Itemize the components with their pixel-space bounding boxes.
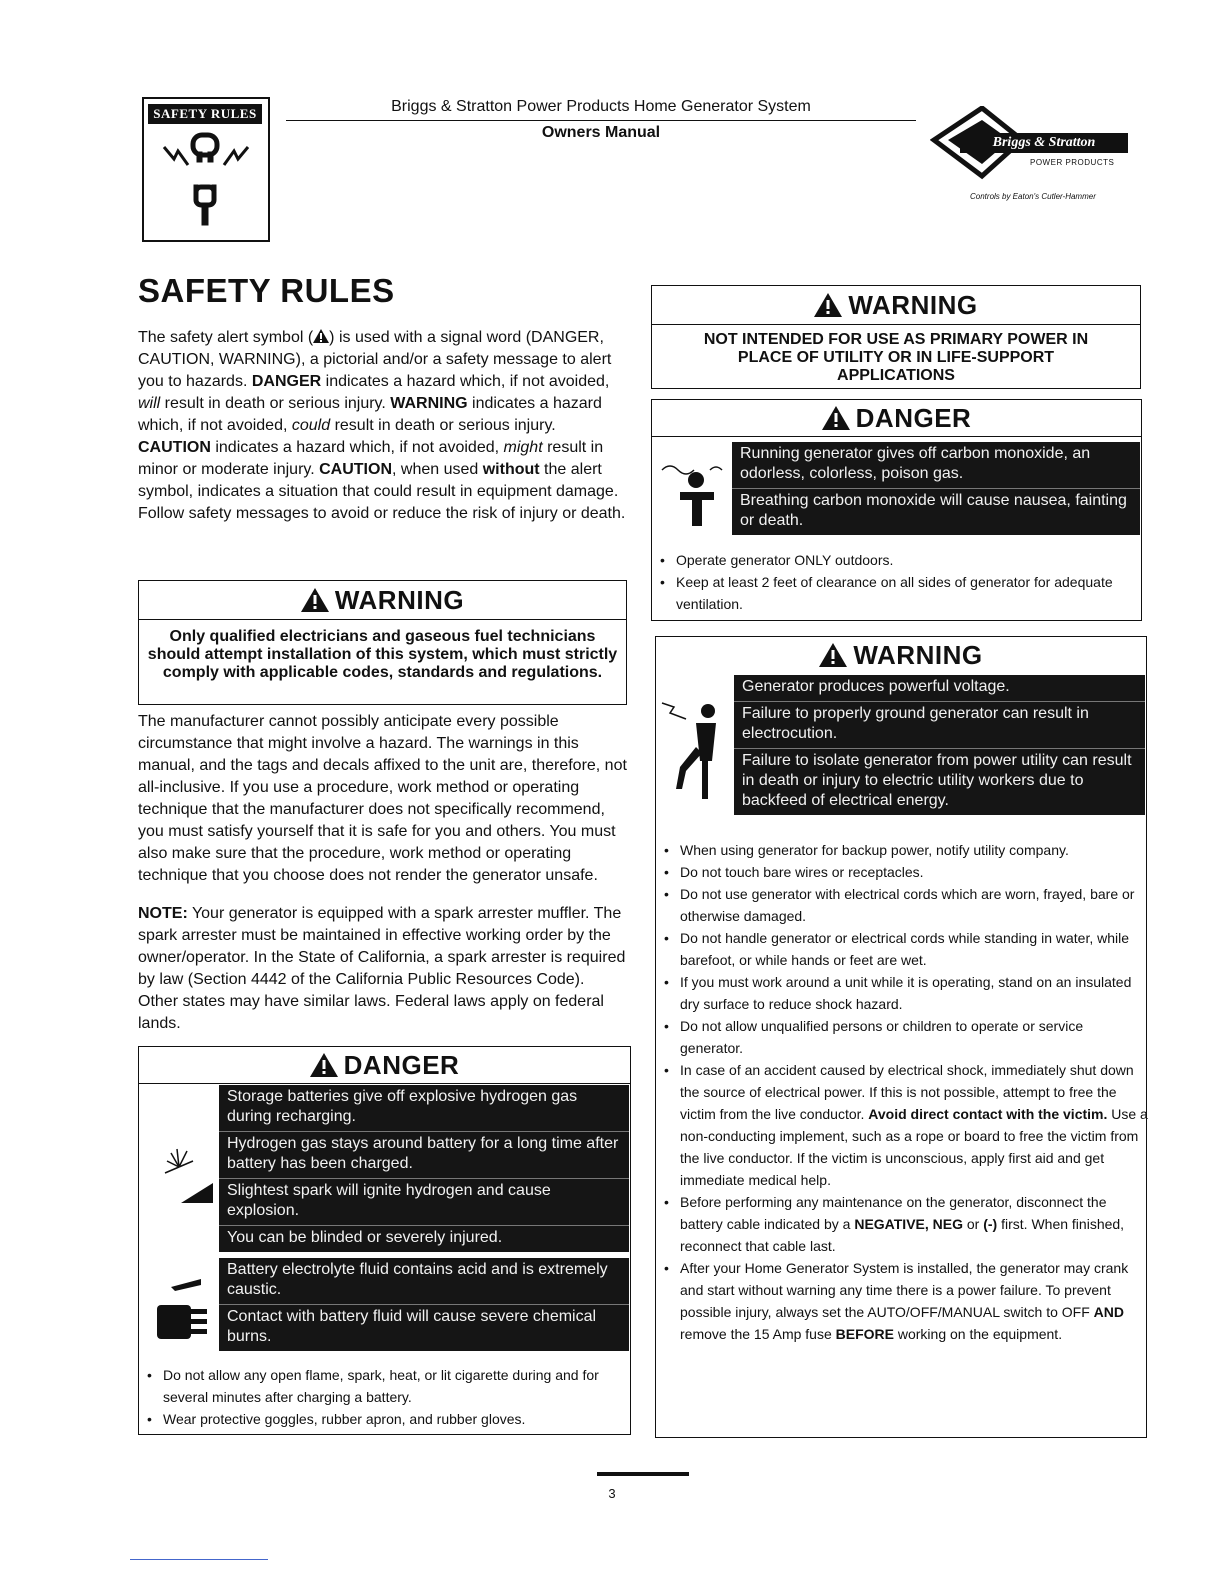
danger-heading	[139, 1047, 630, 1084]
maint-bold: (-)	[983, 1216, 998, 1232]
shock-text: In case of an accident caused by electrical shock, immediately shut down the source of electrical power. If this is not possible, attempt to free the victim from the live conductor.	[680, 1062, 1134, 1122]
alert-symbol-icon	[822, 406, 850, 430]
page-number: 3	[608, 1486, 616, 1501]
list-item: • If you must work around a unit while it is operating, stand on an insulated dry surface to reduce shock hazard.	[664, 971, 1148, 1015]
brand-credit: Controls by Eaton's Cutler-Hammer	[970, 192, 1096, 201]
danger-heading	[652, 400, 1141, 437]
alert-symbol-icon	[814, 293, 842, 317]
warning-voltage-box	[655, 636, 1147, 1438]
warning-heading	[652, 286, 1140, 325]
danger-label: DANGER	[343, 1049, 460, 1080]
warning-heading	[139, 581, 626, 620]
list-item: • Do not handle generator or electrical cords while standing in water, while barefoot, or while hands or feet are wet.	[664, 927, 1148, 971]
will-term: will	[138, 395, 161, 412]
list-item: • Keep at least 2 feet of clearance on all sides of generator for adequate ventilation.	[660, 571, 1140, 615]
intro-text: result in death or serious injury.	[160, 395, 391, 412]
warning-primary-box	[651, 285, 1141, 389]
header-subtitle: Briggs & Stratton Power Products Home Generator System	[391, 98, 811, 115]
warning-label: WARNING	[334, 584, 465, 615]
voltage-warnings	[734, 675, 1145, 815]
page-title: SAFETY RULES	[138, 272, 395, 309]
electric-shock-icon	[656, 677, 738, 827]
intro-paragraph	[138, 327, 628, 525]
maint-text: or	[963, 1216, 984, 1232]
list-item: • Do not touch bare wires or receptacles.	[664, 861, 1148, 883]
shock-bold: Avoid direct contact with the victim.	[868, 1106, 1108, 1122]
voltage-warning: Generator produces powerful voltage.	[742, 678, 1010, 695]
auto-text: After your Home Generator System is installed, the generator may crank and start without warning any time there is a power failure. To prevent possible injury, always set the AUTO/OFF/MANUAL switch to OFF	[680, 1260, 1129, 1320]
intro-text: result in minor or moderate injury.	[138, 439, 604, 478]
warning-term: WARNING	[390, 395, 468, 412]
note-paragraph	[138, 903, 628, 1035]
auto-text: working on the equipment.	[893, 1326, 1063, 1342]
electrocution-pictogram	[656, 677, 738, 827]
hydrogen-warning: Slightest spark will ignite hydrogen and cause explosion.	[219, 1178, 629, 1225]
acid-warning: Battery electrolyte fluid contains acid and is extremely caustic.	[227, 1261, 608, 1298]
warning-installation-box	[138, 580, 627, 705]
hydrogen-warning: Storage batteries give off explosive hydrogen gas during recharging.	[227, 1088, 578, 1125]
safety-rules-logo	[142, 97, 270, 242]
primary-power-warning-text: NOT INTENDED FOR USE AS PRIMARY POWER IN PLACE OF UTILITY OR IN LIFE-SUPPORT APPLICATIONS	[703, 331, 1089, 384]
danger-co-box	[651, 399, 1142, 621]
maint-text: Before performing any maintenance on the generator, disconnect the battery cable indicated by a	[680, 1194, 1107, 1232]
intro-text: result in death or serious injury.	[330, 417, 556, 434]
warning-label: WARNING	[848, 289, 978, 320]
intro-text: ) is used with a signal word (DANGER, CAUTION, WARNING), a pictorial and/or a safety message to alert you to hazards.	[138, 329, 612, 390]
co-warning: Breathing carbon monoxide will cause nausea, fainting or death.	[732, 488, 1140, 535]
co-warning: Running generator gives off carbon monoxide, an odorless, colorless, poison gas.	[740, 445, 1091, 482]
footer-rule	[130, 1559, 268, 1560]
intro-text: , when used	[392, 461, 483, 478]
note-text: Your generator is equipped with a spark arrester muffler. The spark arrester must be maintained in effective working order by the owner/operator. In the State of California, a spark arrester is required by law (Section 4442 of the California Public Resources Code). Other states may have similar laws. Federal laws apply on federal lands.	[138, 905, 626, 1032]
danger-label: DANGER	[855, 402, 972, 433]
auto-bold: AND	[1093, 1304, 1124, 1320]
caution-term: CAUTION	[319, 461, 392, 478]
shock-text: Use a non-conducting implement, such as a rope or board to free the victim from the live conductor. If the victim is unconscious, apply first aid and get immediate medical help.	[680, 1106, 1148, 1188]
carbon-monoxide-warnings	[732, 442, 1140, 535]
maint-text: first. When finished, reconnect that cable last.	[680, 1216, 1125, 1254]
explosion-pictogram	[141, 1085, 217, 1249]
fumes-person-icon	[652, 440, 736, 540]
intro-text: The safety alert symbol (	[138, 329, 314, 346]
hydrogen-warning: You can be blinded or severely injured.	[219, 1225, 629, 1252]
list-item	[664, 1059, 1148, 1191]
battery-precautions	[139, 1360, 625, 1434]
caution-term: CAUTION	[138, 439, 211, 456]
voltage-warning: Failure to isolate generator from power utility can result in death or injury to electric utility workers due to backfeed of electrical energy.	[734, 748, 1145, 815]
alert-symbol-icon	[301, 588, 329, 612]
ventilation-precautions	[652, 545, 1148, 619]
intro-text: the alert symbol, indicates a situation that could result in equipment damage. Follow safety messages to avoid or reduce the risk of injury or death.	[138, 461, 626, 522]
list-item: • Do not allow any open flame, spark, heat, or lit cigarette during and for several minutes after charging a battery.	[147, 1364, 617, 1408]
safety-rules-badge: SAFETY RULES	[148, 104, 262, 124]
list-item: • Operate generator ONLY outdoors.	[660, 549, 1140, 571]
hydrogen-warning: Hydrogen gas stays around battery for a long time after battery has been charged.	[219, 1131, 629, 1178]
might-term: might	[503, 439, 543, 456]
warning-label: WARNING	[853, 639, 983, 670]
explosion-icon	[141, 1085, 217, 1249]
installation-warning-text: Only qualified electricians and gaseous fuel technicians should attempt installation of this system, which must strictly comply with applicable codes, standards and regulations.	[147, 628, 618, 681]
acid-warning: Contact with battery fluid will cause severe chemical burns.	[219, 1304, 629, 1351]
could-term: could	[291, 417, 331, 434]
list-item: • Wear protective goggles, rubber apron, and rubber gloves.	[147, 1408, 617, 1430]
brand-name: Briggs & Stratton	[960, 133, 1128, 153]
page-marker-bar	[597, 1472, 689, 1476]
maint-bold: NEGATIVE, NEG	[854, 1216, 963, 1232]
intro-text: indicates a hazard which, if not avoided,	[138, 395, 602, 434]
danger-battery-box	[138, 1046, 631, 1435]
electrical-precautions	[656, 835, 1156, 1349]
alert-symbol-icon	[310, 1053, 338, 1077]
alert-symbol-icon	[313, 329, 329, 343]
carbon-monoxide-pictogram	[652, 440, 736, 540]
list-item	[664, 1257, 1148, 1345]
briggs-stratton-logo	[930, 106, 1140, 202]
acid-burn-icon	[141, 1257, 217, 1347]
plug-icon	[144, 125, 268, 240]
warning-heading	[656, 637, 1146, 673]
acid-pictogram	[141, 1257, 217, 1347]
note-label: NOTE:	[138, 905, 188, 922]
intro-text: indicates a hazard which, if not avoided,	[210, 439, 504, 456]
auto-text: remove the 15 Amp fuse	[680, 1326, 836, 1342]
without-term: without	[482, 461, 540, 478]
auto-bold: BEFORE	[835, 1326, 894, 1342]
alert-symbol-icon	[819, 643, 847, 667]
danger-term: DANGER	[251, 373, 322, 390]
brand-subtitle: POWER PRODUCTS	[1030, 158, 1115, 167]
battery-acid-warnings	[219, 1258, 629, 1351]
voltage-warning: Failure to properly ground generator can result in electrocution.	[734, 701, 1145, 748]
battery-hydrogen-warnings	[219, 1085, 629, 1252]
header-rule	[286, 120, 916, 121]
list-item: • Do not allow unqualified persons or children to operate or service generator.	[664, 1015, 1148, 1059]
list-item: • When using generator for backup power, notify utility company.	[664, 839, 1148, 861]
intro-text: indicates a hazard which, if not avoided,	[321, 373, 610, 390]
list-item: • Do not use generator with electrical cords which are worn, frayed, bare or otherwise damaged.	[664, 883, 1148, 927]
header-title: Owners Manual	[541, 124, 661, 141]
list-item	[664, 1191, 1148, 1257]
disclaimer-paragraph: The manufacturer cannot possibly anticipate every possible circumstance that might involve a hazard. The warnings in this manual, and the tags and decals affixed to the unit are, therefore, not all-inclusive. If you use a procedure, work method or operating technique that the manufacturer does not specifically recommend, you must satisfy yourself that it is safe for you and others. You must also make sure that the procedure, work method or operating technique that you choose does not render the generator unsafe.	[138, 713, 627, 884]
